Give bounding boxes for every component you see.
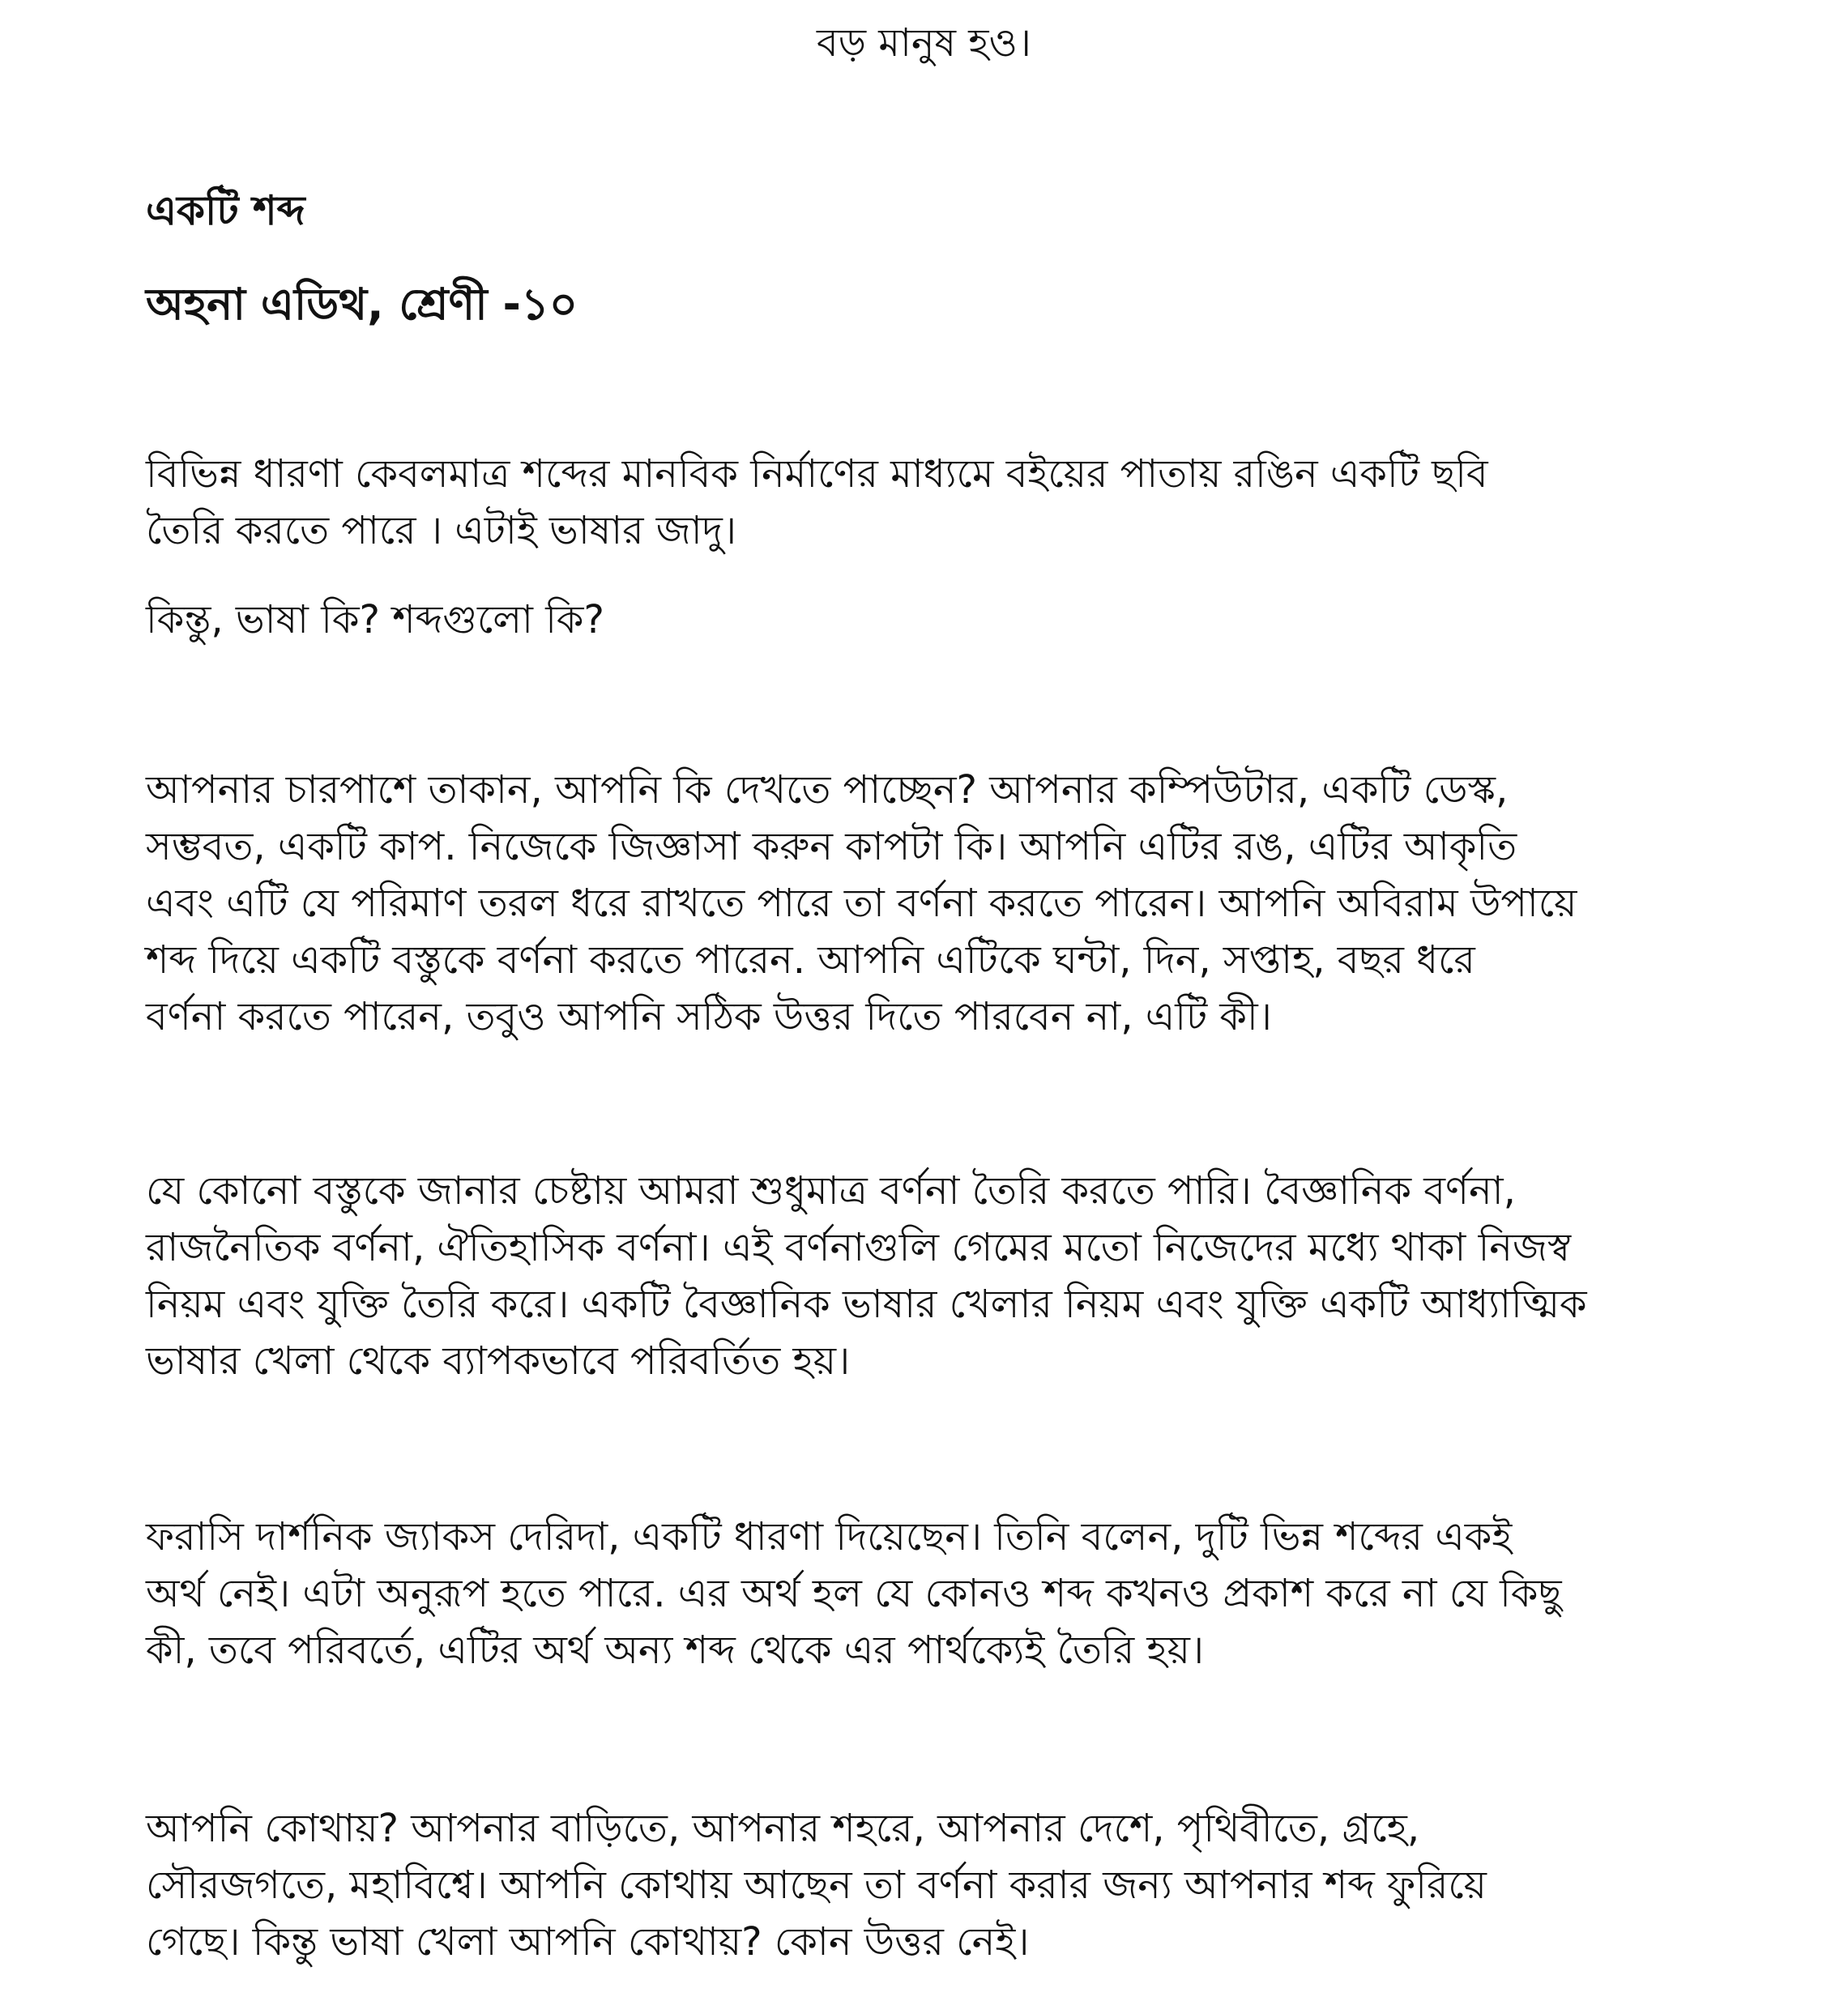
paragraph-4 [146, 1163, 1726, 1389]
header-line: বড় মানুষ হও। [817, 20, 1031, 66]
paragraph-5 [146, 1508, 1726, 1679]
paragraph-line: গেছে। কিন্তু ভাষা খেলা আপনি কোথায়? কোন উত্তর নেই। [146, 1919, 1030, 1965]
paragraph-line: ফরাসি দার্শনিক জ্যাকস দেরিদা, একটি ধারণা দিয়েছেন। তিনি বলেন, দুটি ভিন্ন শব্দের একই [146, 1514, 1513, 1559]
paragraph-line: ভাষার খেলা থেকে ব্যাপকভাবে পরিবর্তিত হয়। [146, 1338, 851, 1384]
paragraph-line: বিভিন্ন ধারণা কেবলমাত্র শব্দের মানবিক নির্মাণের মাধ্যমে বইয়ের পাতায় রঙিন একটি ছবি [146, 451, 1488, 497]
paragraph-line: এবং এটি যে পরিমাণ তরল ধরে রাখতে পারে তা বর্ণনা করতে পারেন। আপনি অবিরাম উপায়ে [146, 881, 1577, 926]
paragraph-line: নিয়ম এবং যুক্তি তৈরি করে। একটি বৈজ্ঞানিক ভাষার খেলার নিয়ম এবং যুক্তি একটি আধ্যাত্মিক [146, 1282, 1587, 1327]
paragraph-2 [146, 591, 1726, 648]
paragraph-line: রাজনৈতিক বর্ণনা, ঐতিহাসিক বর্ণনা। এই বর্ণনাগুলি গেমের মতো নিজেদের মধ্যে থাকা নিজস্ব [146, 1225, 1572, 1270]
paragraph-line: বর্ণনা করতে পারেন, তবুও আপনি সঠিক উত্তর দিতে পারবেন না, এটি কী। [146, 994, 1272, 1039]
paragraph-line: কিন্তু, ভাষা কি? শব্দগুলো কি? [146, 597, 604, 642]
paragraph-line: যে কোনো বস্তুকে জানার চেষ্টায় আমরা শুধুমাত্র বর্ণনা তৈরি করতে পারি। বৈজ্ঞানিক বর্ণনা, [146, 1168, 1516, 1214]
paragraph-6 [146, 1800, 1726, 1970]
paragraph-line: আপনার চারপাশে তাকান, আপনি কি দেখতে পাচ্ছেন? আপনার কম্পিউটার, একটি ডেস্ক, [146, 767, 1509, 813]
paragraph-line: কী, তবে পরিবর্তে, এটির অর্থ অন্য শব্দ থেকে এর পার্থক্যেই তৈরি হয়। [146, 1628, 1205, 1673]
paragraph-line: আপনি কোথায়? আপনার বাড়িতে, আপনার শহরে, আপনার দেশে, পৃথিবীতে, গ্রহে, [146, 1806, 1420, 1851]
paragraph-line: অর্থ নেই। এটা অনুরূপ হতে পারে. এর অর্থ হল যে কোনও শব্দ কখনও প্রকাশ করে না যে কিছু [146, 1571, 1562, 1616]
article-title: একটি শব্দ [146, 187, 305, 234]
paragraph-3 [146, 762, 1726, 1045]
paragraph-line: সম্ভবত, একটি কাপ. নিজেকে জিজ্ঞাসা করুন কাপটা কি। আপনি এটির রঙ, এটির আকৃতি [146, 824, 1517, 869]
paragraph-line: শব্দ দিয়ে একটি বস্তুকে বর্ণনা করতে পারেন. আপনি এটিকে ঘন্টা, দিন, সপ্তাহ, বছর ধরে [146, 937, 1475, 983]
paragraph-line: সৌরজগতে, মহাবিশ্বে। আপনি কোথায় আছেন তা বর্ণনা করার জন্য আপনার শব্দ ফুরিয়ে [146, 1862, 1487, 1908]
paragraph-line: তৈরি করতে পারে । এটাই ভাষার জাদু। [146, 508, 737, 553]
paragraph-1 [146, 446, 1726, 559]
article-byline: অহনা এডিথ, শ্রেণী -১০ [146, 279, 578, 330]
